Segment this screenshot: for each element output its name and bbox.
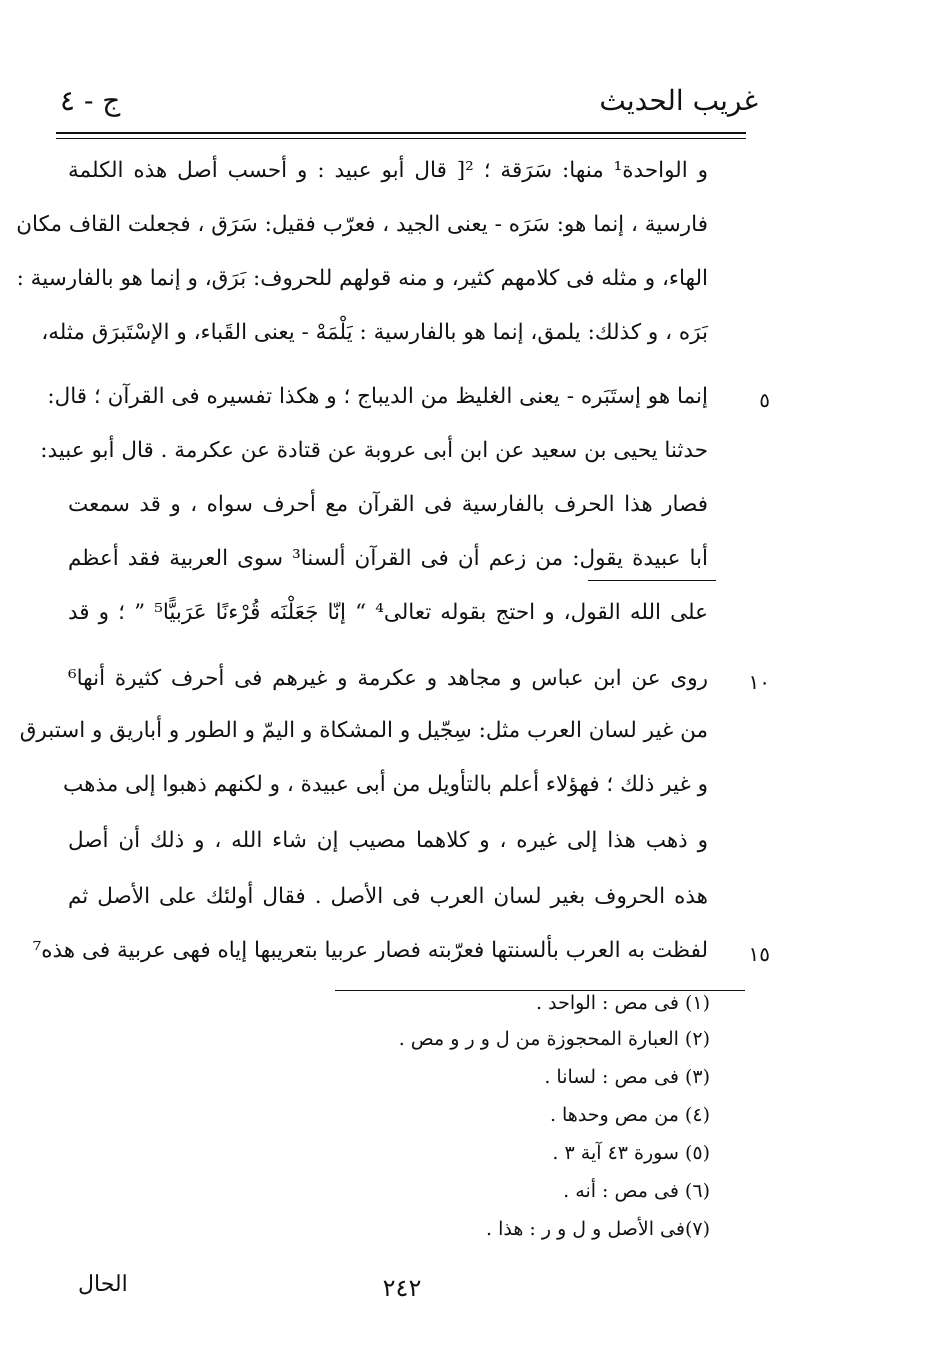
body-line: هذه الحروف بغير لسان العرب فى الأصل . فقال أولئك على الأصل ثم <box>68 884 708 909</box>
body-line: و غير ذلك ؛ فهؤلاء أعلم بالتأويل من أبى عبيدة ، و لكنهم ذهبوا إلى مذهب <box>63 772 708 797</box>
header-rule-thin <box>56 138 746 139</box>
body-line: فارسية ، إنما هو: سَرَه - يعنى الجيد ، فعرّب فقيل: سَرَق ، فجعلت القاف مكان <box>16 212 708 237</box>
body-line: و ذهب هذا إلى غيره ، و كلاهما مصيب إن شاء الله ، و ذلك أن أصل <box>68 828 708 853</box>
body-line: لفظت به العرب بألسنتها فعرّبته فصار عربيا بتعريبها إياه فهى عربية فى هذه⁷ <box>32 938 708 963</box>
underline-mark <box>588 580 716 581</box>
footnote: (٤) من مص وحدها . <box>549 1104 710 1126</box>
body-line: روى عن ابن عباس و مجاهد و عكرمة و غيرهم فى أحرف كثيرة أنها⁶ <box>68 666 708 691</box>
footnote: (٦) فى مص : أنه . <box>563 1180 710 1202</box>
body-line: أبا عبيدة يقول: من زعم أن فى القرآن ألسنا³ سوى العربية فقد أعظم <box>68 546 709 571</box>
footnote: (١) فى مص : الواحد . <box>536 992 710 1014</box>
volume-label: ج - ٤ <box>60 84 121 117</box>
page-number: ٢٤٢ <box>382 1274 422 1302</box>
body-line: الهاء، و مثله فى كلامهم كثير، و منه قولهم للحروف: بَرَق، و إنما هو بالفارسية : <box>16 266 708 291</box>
body-line: إنما هو إستَبَره - يعنى الغليظ من الديباج ؛ و هكذا تفسيره فى القرآن ؛ قال: <box>47 384 708 409</box>
footnote: (٥) سورة ٤٣ آية ٣ . <box>552 1142 710 1164</box>
line-number: ٥ <box>759 388 770 412</box>
body-line: حدثنا يحيى بن سعيد عن ابن أبى عروبة عن قتادة عن عكرمة . قال أبو عبيد: <box>40 438 708 463</box>
body-line: على الله القول، و احتج بقوله تعالى⁴ “ إنّا جَعَلْنَه قُرْءنًا عَرَبيًّا⁵ ” ؛ و قد <box>68 600 709 625</box>
footnote: (٢) العبارة المحجوزة من ل و ر و مص . <box>398 1028 710 1050</box>
footnote: (٧)فى الأصل و ل و ر : هذا . <box>486 1218 710 1240</box>
footnote: (٣) فى مص : لسانا . <box>544 1066 710 1088</box>
body-line: من غير لسان العرب مثل: سِجّيل و المشكاة و اليمّ و الطور و أباريق و استبرق <box>19 718 708 743</box>
body-line: و الواحدة¹ منها: سَرَقة ؛ ²[ قال أبو عبيد : و أحسب أصل هذه الكلمة <box>68 158 708 183</box>
header-rule <box>56 132 746 134</box>
line-number: ١٠ <box>748 670 770 694</box>
body-line: بَرَه ، و كذلك: يلمق، إنما هو بالفارسية : يَلْمَهْ - يعنى القَباء، و الإسْتَبرَق مثله، <box>41 320 708 345</box>
body-line: فصار هذا الحرف بالفارسية فى القرآن مع أحرف سواه ، و قد سمعت <box>68 492 708 517</box>
footnote-rule <box>335 990 745 991</box>
signature-mark: الحال <box>78 1272 128 1297</box>
line-number: ١٥ <box>748 942 770 966</box>
running-title: غريب الحديث <box>599 84 758 117</box>
